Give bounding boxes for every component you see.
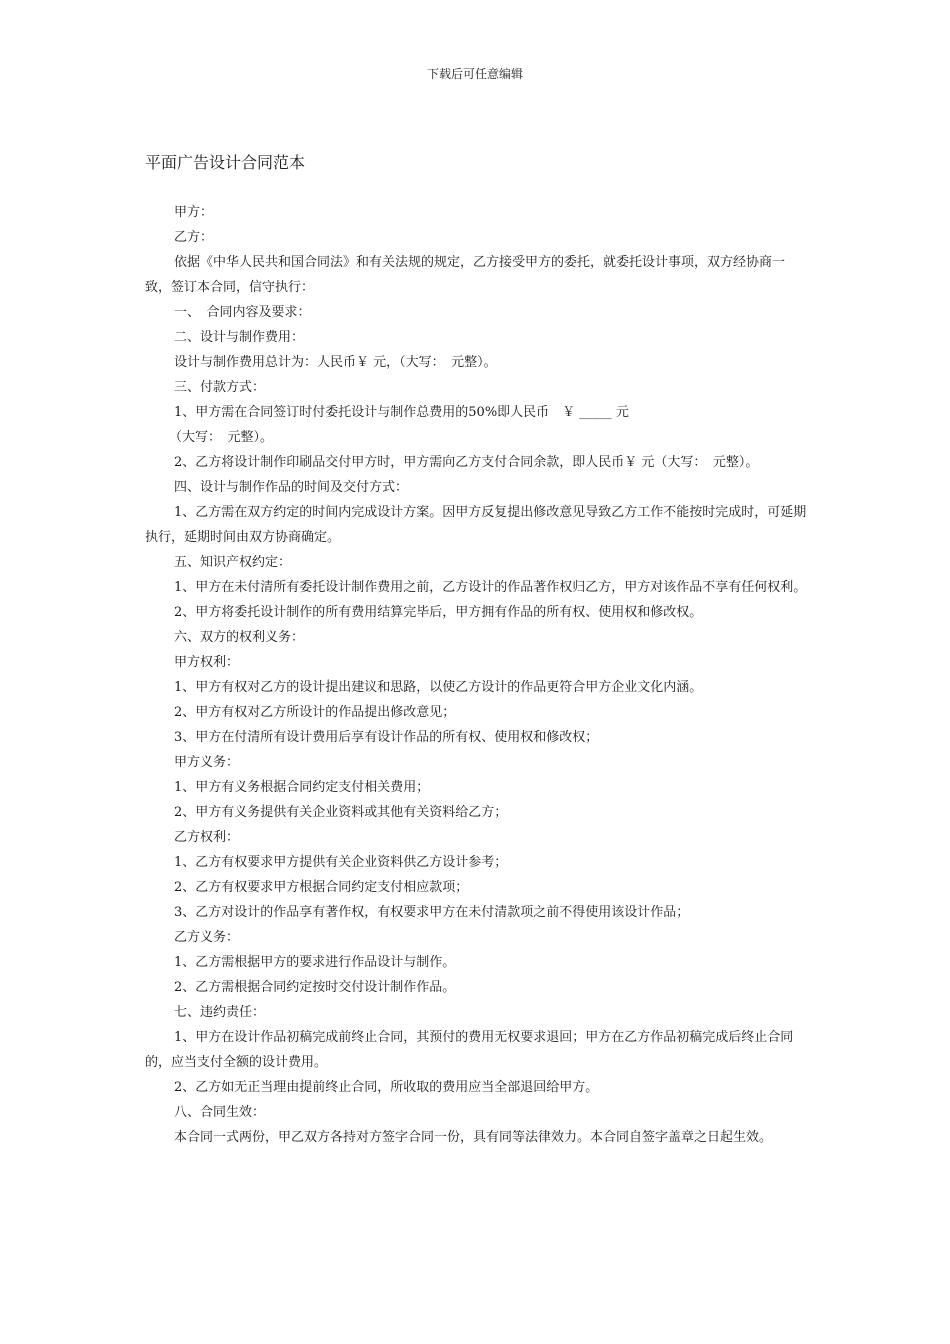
contract-body — [145, 200, 810, 1150]
party-a-duties-heading: 甲方义务： — [174, 755, 240, 770]
section-8-heading: 八、合同生效： — [174, 1105, 266, 1120]
payment-clause-2: 2、乙方将设计制作印刷品交付甲方时，甲方需向乙方支付合同余款，即人民币￥ 元（大写： 元整）。 — [174, 455, 759, 470]
preamble-paragraph: 依据《中华人民共和国合同法》和有关法规的规定，乙方接受甲方的委托，就委托设计事项，双方经协商一致，签订本合同，信守执行： — [145, 255, 786, 295]
section-2-heading: 二、设计与制作费用： — [174, 330, 305, 345]
fee-total-paragraph: 设计与制作费用总计为：人民币￥ 元，（大写： 元整）。 — [174, 355, 497, 370]
section-1-heading: 一、 合同内容及要求： — [174, 305, 311, 320]
party-b-rights-heading: 乙方权利： — [174, 830, 240, 845]
section-4-heading: 四、设计与制作作品的时间及交付方式： — [174, 480, 409, 495]
section-6-heading: 六、双方的权利义务： — [174, 630, 305, 645]
party-b-duties-heading: 乙方义务： — [174, 930, 240, 945]
section-7-heading: 七、违约责任： — [174, 1005, 266, 1020]
party-b-line: 乙方： — [174, 230, 214, 245]
section-3-heading: 三、付款方式： — [174, 380, 266, 395]
delivery-clause-1: 1、乙方需在双方约定的时间内完成设计方案。因甲方反复提出修改意见导致乙方工作不能按时完成时，可延期执行，延期时间由双方协商确定。 — [145, 505, 807, 545]
party-a-line: 甲方： — [174, 205, 214, 220]
page-header: 下载后可任意编辑 — [426, 67, 523, 81]
section-5-heading: 五、知识产权约定： — [174, 555, 292, 570]
party-b-duty-1: 1、乙方需根据甲方的要求进行作品设计与制作。 — [174, 955, 456, 970]
party-a-right-1: 1、甲方有权对乙方的设计提出建议和思路，以使乙方设计的作品更符合甲方企业文化内涵。 — [174, 680, 703, 695]
ip-clause-2: 2、甲方将委托设计制作的所有费用结算完毕后，甲方拥有作品的所有权、使用权和修改权。 — [174, 605, 703, 620]
effectiveness-clause: 本合同一式两份，甲乙双方各持对方签字合同一份，具有同等法律效力。本合同自签字盖章之日起生效。 — [174, 1130, 773, 1145]
document-title: 平面广告设计合同范本 — [145, 153, 306, 172]
breach-clause-2: 2、乙方如无正当理由提前终止合同，所收取的费用应当全部退回给甲方。 — [174, 1080, 599, 1095]
party-b-right-1: 1、乙方有权要求甲方提供有关企业资料供乙方设计参考； — [174, 855, 508, 870]
party-b-duty-2: 2、乙方需根据合同约定按时交付设计制作作品。 — [174, 980, 456, 995]
party-a-duty-2: 2、甲方有义务提供有关企业资料或其他有关资料给乙方； — [174, 805, 508, 820]
payment-clause-1-amount: （大写： 元整）。 — [169, 430, 274, 445]
party-b-right-3: 3、乙方对设计的作品享有著作权，有权要求甲方在未付清款项之前不得使用该设计作品； — [174, 905, 690, 920]
party-a-duty-1: 1、甲方有义务根据合同约定支付相关费用； — [174, 780, 430, 795]
payment-clause-1: 1、甲方需在合同签订时付委托设计与制作总费用的50%即人民币 ￥ _____ 元 — [174, 405, 629, 420]
party-a-rights-heading: 甲方权利： — [174, 655, 240, 670]
party-b-right-2: 2、乙方有权要求甲方根据合同约定支付相应款项； — [174, 880, 469, 895]
ip-clause-1: 1、甲方在未付清所有委托设计制作费用之前，乙方设计的作品著作权归乙方，甲方对该作品不享有任何权利。 — [174, 580, 807, 595]
party-a-right-2: 2、甲方有权对乙方所设计的作品提出修改意见； — [174, 705, 456, 720]
breach-clause-1: 1、甲方在设计作品初稿完成前终止合同，其预付的费用无权要求退回；甲方在乙方作品初稿完成后终止合同的，应当支付全额的设计费用。 — [145, 1030, 794, 1070]
party-a-right-3: 3、甲方在付清所有设计费用后享有设计作品的所有权、使用权和修改权； — [174, 730, 599, 745]
